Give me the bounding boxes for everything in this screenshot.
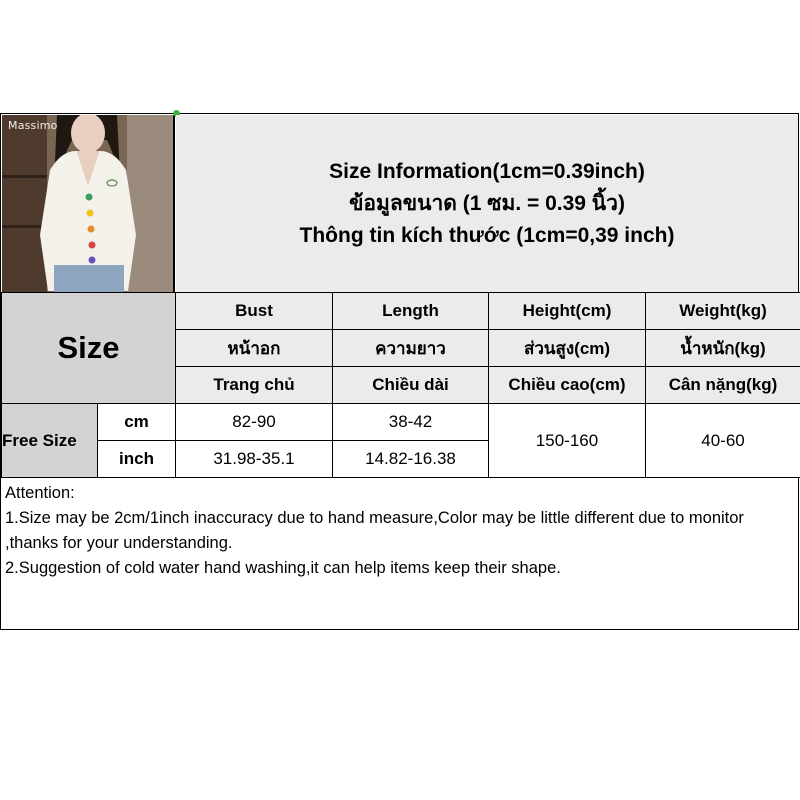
height-header-thai: ส่วนสูง(cm)	[489, 330, 646, 367]
unit-cm: cm	[98, 404, 176, 441]
weight-header-thai: น้ำหนัก(kg)	[646, 330, 800, 367]
unit-inch: inch	[98, 441, 176, 478]
header-row-english	[2, 293, 800, 330]
product-photo-image	[2, 115, 173, 292]
bust-inch-value: 31.98-35.1	[176, 441, 333, 478]
height-header: Height(cm)	[489, 293, 646, 330]
bust-header: Bust	[176, 293, 333, 330]
length-cm-value: 38-42	[333, 404, 489, 441]
weight-header-vietnamese: Cân nặng(kg)	[646, 367, 800, 404]
size-label: Size	[2, 293, 176, 404]
header-vietnamese: Thông tin kích thước (1cm=0,39 inch)	[299, 223, 675, 247]
attention-note-1: 1.Size may be 2cm/1inch inaccuracy due to hand measure,Color may be little different due to monitor ,thanks for your understanding.	[5, 509, 744, 552]
header-thai: ข้อมูลขนาด (1 ซม. = 0.39 นิ้ว)	[349, 191, 625, 215]
length-header: Length	[333, 293, 489, 330]
header-english: Size Information(1cm=0.39inch)	[329, 159, 645, 183]
length-header-thai: ความยาว	[333, 330, 489, 367]
height-value: 150-160	[489, 404, 646, 478]
size-chart	[0, 113, 799, 630]
height-header-vietnamese: Chiều cao(cm)	[489, 367, 646, 404]
attention-title: Attention:	[5, 484, 75, 502]
free-size-label: Free Size	[2, 404, 98, 478]
length-inch-value: 14.82-16.38	[333, 441, 489, 478]
size-information-header	[176, 115, 798, 292]
weight-header: Weight(kg)	[646, 293, 800, 330]
attention-note-2: 2.Suggestion of cold water hand washing,it can help items keep their shape.	[5, 559, 561, 577]
size-table	[1, 292, 800, 478]
brand-watermark: Massimo	[8, 119, 58, 132]
bust-header-thai: หน้าอก	[176, 330, 333, 367]
bust-cm-value: 82-90	[176, 404, 333, 441]
table-row-cm	[2, 404, 800, 441]
weight-value: 40-60	[646, 404, 800, 478]
attention-notes	[5, 481, 795, 581]
product-photo	[2, 115, 175, 292]
length-header-vietnamese: Chiều dài	[333, 367, 489, 404]
bust-header-vietnamese: Trang chủ	[176, 367, 333, 404]
